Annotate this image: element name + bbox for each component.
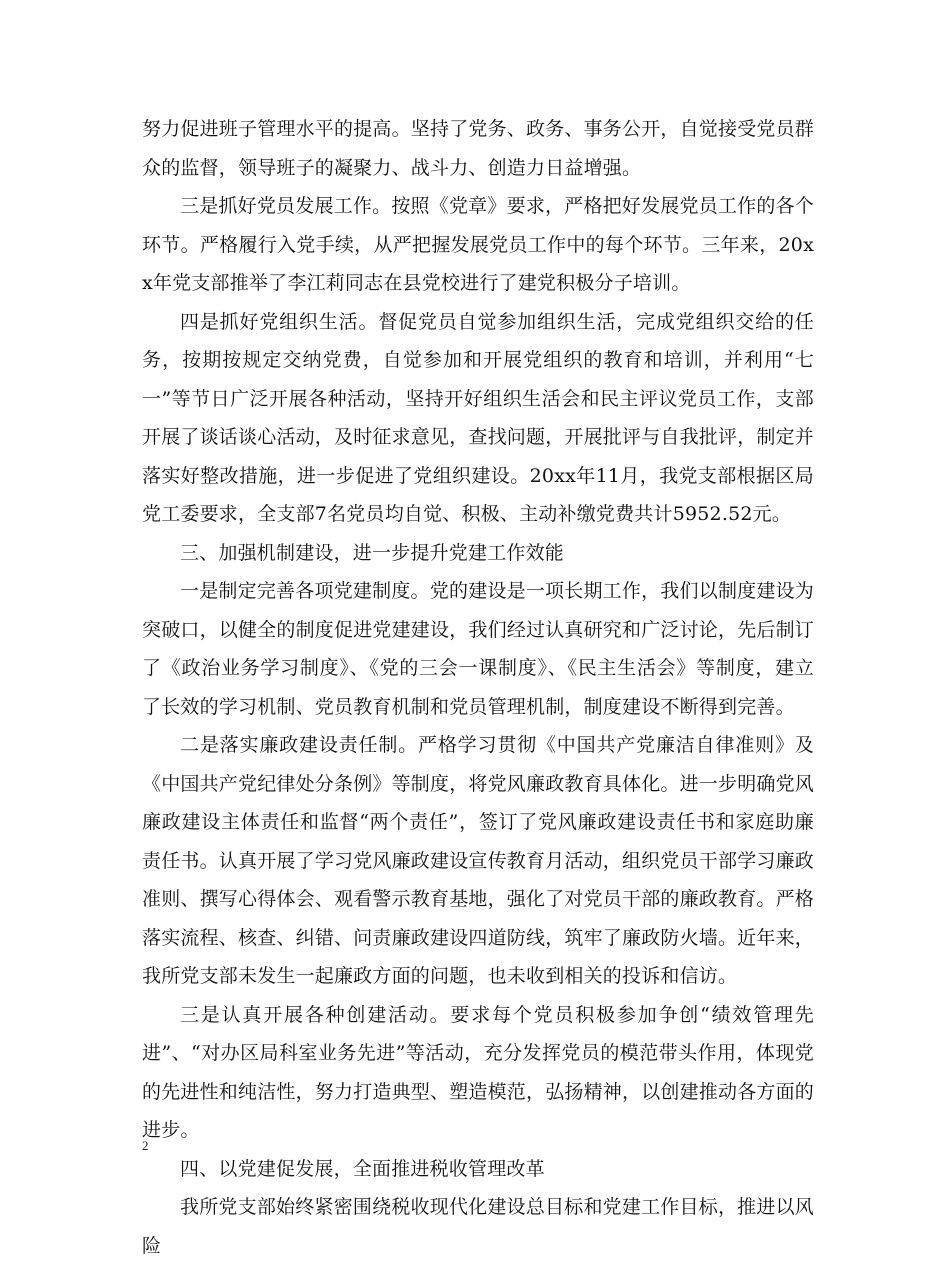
paragraph-creation-activities: 三是认真开展各种创建活动。要求每个党员积极参加争创“绩效管理先进”、“对办区局科室业务先进”等活动，充分发挥党员的模范带头作用，体现党的先进性和纯洁性，努力打造典型、塑造模范，弘扬精神，以创建推动各方面的进步。: [142, 1003, 815, 1141]
paragraph-party-member-development: 三是抓好党员发展工作。按照《党章》要求，严格把好发展党员工作的各个环节。严格履行入党手续，从严把握发展党员工作中的每个环节。三年来，20xx年党支部推举了李江莉同志在县党校进行了建党积极分子培训。: [142, 195, 814, 294]
section-heading-mechanism-building: 三、加强机制建设，进一步提升党建工作效能: [180, 541, 565, 564]
page-number: 2: [142, 1138, 149, 1153]
paragraph-tax-modernization: 我所党支部始终紧密围绕税收现代化建设总目标和党建工作目标，推进以风险: [142, 1196, 814, 1257]
section-heading-tax-reform: 四、以党建促发展，全面推进税收管理改革: [180, 1157, 545, 1180]
paragraph-party-building-system: 一是制定完善各项党建制度。党的建设是一项长期工作，我们以制度建设为突破口，以健全的制度促进党建建设，我们经过认真研究和广泛讨论，先后制订了《政治业务学习制度》、《党的三会一课制度》、《民主生活会》等制度，建立了长效的学习机制、党员教育机制和党员管理机制，制度建设不断得到完善。: [142, 580, 815, 718]
document-body: [142, 110, 814, 1265]
paragraph-continuation: 努力促进班子管理水平的提高。坚持了党务、政务、事务公开，自觉接受党员群众的监督，领导班子的凝聚力、战斗力、创造力日益增强。: [142, 118, 815, 179]
paragraph-party-organization-life: 四是抓好党组织生活。督促党员自觉参加组织生活，完成党组织交给的任务，按期按规定交纳党费，自觉参加和开展党组织的教育和培训，并利用“七一”等节日广泛开展各种活动，坚持开好组织生活会和民主评议党员工作，支部开展了谈话谈心活动，及时征求意见，查找问题，开展批评与自我批评，制定并落实好整改措施，进一步促进了党组织建设。20xx年11月，我党支部根据区局党工委要求，全支部7名党员均自觉、积极、主动补缴党费共计5952.52元。: [142, 310, 815, 525]
paragraph-integrity-responsibility: 二是落实廉政建设责任制。严格学习贯彻《中国共产党廉洁自律准则》及《中国共产党纪律处分条例》等制度，将党风廉政教育具体化。进一步明确党风廉政建设主体责任和监督“两个责任”，签订了党风廉政建设责任书和家庭助廉责任书。认真开展了学习党风廉政建设宣传教育月活动，组织党员干部学习廉政准则、撰写心得体会、观看警示教育基地，强化了对党员干部的廉政教育。严格落实流程、核查、纠错、问责廉政建设四道防线，筑牢了廉政防火墙。近年来，我所党支部未发生一起廉政方面的问题，也未收到相关的投诉和信访。: [142, 734, 815, 987]
